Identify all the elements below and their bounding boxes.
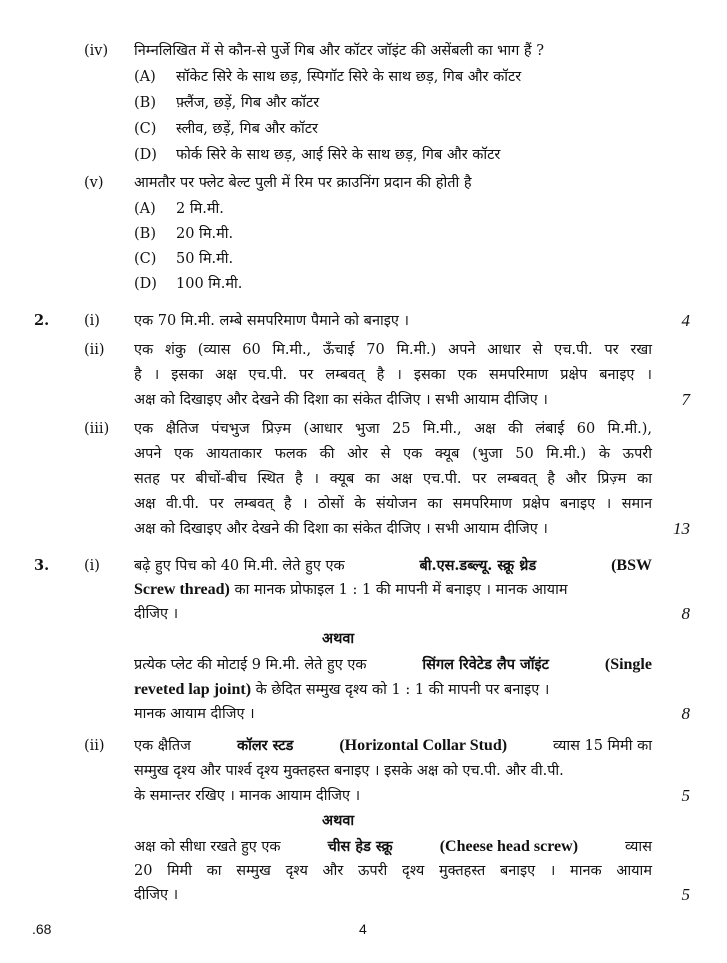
term-hindi: सिंगल रिवेटेड लैप जॉइंट [422,656,549,673]
option-label: (C) [134,121,157,137]
question-line: दीजिए । [134,606,179,622]
question-number: 3. [34,557,50,574]
paper-code: .68 [32,921,52,937]
question-number: (v) [84,175,104,191]
option-label: (D) [134,276,157,292]
sub-question-number: (ii) [84,738,105,754]
text-run: प्रत्येक प्लेट की मोटाई 9 मि.मी. लेते हुए एक [134,657,367,673]
page-number: 4 [359,921,367,937]
option-text: 20 मि.मी. [176,226,234,242]
term-english: (Cheese head screw) [439,838,579,855]
question-line [134,737,652,755]
marks: 8 [681,704,690,723]
text-run: व्यास 15 मिमी का [553,738,652,754]
or-separator: अथवा [322,812,355,829]
option-text: सॉकेट सिरे के साथ छड़, स्पिगॉट सिरे के साथ छड़, गिब और कॉटर [176,69,522,85]
question-line: 20 मिमी का सम्मुख दृश्य और ऊपरी दृश्य मुक्तहस्त बनाइए । मानक आयाम [134,863,652,879]
text-run: का मानक प्रोफाइल 1 : 1 की मापनी में बनाइए । मानक आयाम [234,582,568,598]
question-line: अक्ष को दिखाइए और देखने की दिशा का संकेत दीजिए । सभी आयाम दीजिए । [134,392,548,408]
question-line: है । इसका अक्ष एच.पी. पर लम्बवत् है । इसका एक समपरिमाण प्रक्षेप बनाइए । [134,367,652,383]
text-run: के छेदित सम्मुख दृश्य को 1 : 1 की मापनी पर बनाइए । [255,682,550,698]
marks: 13 [673,519,690,538]
marks: 8 [681,604,690,623]
option-label: (B) [134,95,156,111]
question-line: अक्ष को दिखाइए और देखने की दिशा का संकेत दीजिए । सभी आयाम दीजिए । [134,521,548,537]
text-run: बढ़े हुए पिच को 40 मि.मी. लेते हुए एक [134,558,345,574]
question-line: दीजिए । [134,887,179,903]
question-line: सम्मुख दृश्य और पार्श्व दृश्य मुक्तहस्त बनाइए । इसके अक्ष को एच.पी. और वी.पी. [134,763,564,779]
question-line: एक शंकु (व्यास 60 मि.मी., ऊँचाई 70 मि.मी.) अपने आधार से एच.पी. पर रखा [134,342,652,358]
option-label: (C) [134,251,157,267]
term-english: (BSW [611,557,652,574]
question-line: मानक आयाम दीजिए । [134,706,255,722]
term-english: (Horizontal Collar Stud) [339,737,508,754]
question-line [134,581,568,599]
text-run: अक्ष को सीधा रखते हुए एक [134,839,281,855]
marks: 7 [681,390,690,409]
option-label: (A) [134,69,156,85]
term-english: reveted lap joint) [134,681,252,698]
term-hindi: कॉलर स्टड [236,737,294,754]
term-english: (Single [604,656,652,673]
question-text: एक 70 मि.मी. लम्बे समपरिमाण पैमाने को बनाइए । [134,313,409,329]
question-line: सतह पर बीचों-बीच स्थित है । क्यूब का अक्ष एच.पी. पर लम्बवत् है और प्रिज़्म का [134,471,652,487]
question-number: (iv) [84,43,109,59]
sub-question-number: (i) [84,313,100,329]
option-text: फ़्लैंज, छड़ें, गिब और कॉटर [176,95,320,111]
question-stem: निम्नलिखित में से कौन-से पुर्जे गिब और कॉटर जॉइंट की असेंबली का भाग हैं ? [134,43,544,59]
question-line [134,656,652,674]
question-line: अक्ष वी.पी. पर लम्बवत् है । ठोसों के संयोजन का समपरिमाण प्रक्षेप बनाइए । समान [134,496,652,512]
term-hindi: चीस हेड स्क्रू [327,838,393,855]
sub-question-number: (iii) [84,421,110,437]
option-label: (A) [134,201,156,217]
or-separator: अथवा [322,630,355,647]
option-text: स्लीव, छड़ें, गिब और कॉटर [176,121,318,137]
question-stem: आमतौर पर फ्लेट बेल्ट पुली में रिम पर क्राउनिंग प्रदान की होती है [134,175,472,191]
question-line [134,557,652,575]
option-text: 2 मि.मी. [176,201,224,217]
marks: 4 [681,311,690,330]
sub-question-number: (ii) [84,342,105,358]
option-text: 50 मि.मी. [176,251,234,267]
question-number: 2. [34,312,50,329]
option-text: फोर्क सिरे के साथ छड़, आई सिरे के साथ छड़, गिब और कॉटर [176,147,501,163]
question-line: एक क्षैतिज पंचभुज प्रिज़्म (आधार भुजा 25 मि.मी., अक्ष की लंबाई 60 मि.मी.), [134,421,652,437]
question-line [134,838,652,856]
term-english: Screw thread) [134,581,230,598]
sub-question-number: (i) [84,558,100,574]
question-line [134,681,549,699]
marks: 5 [681,885,690,904]
question-line: के समान्तर रखिए । मानक आयाम दीजिए । [134,788,361,804]
option-label: (B) [134,226,156,242]
option-label: (D) [134,147,157,163]
text-run: व्यास [625,839,652,855]
text-run: एक क्षैतिज [134,738,191,754]
option-text: 100 मि.मी. [176,276,243,292]
term-hindi: बी.एस.डब्ल्यू. स्क्रू थ्रेड [419,557,537,574]
marks: 5 [681,786,690,805]
question-line: अपने एक आयताकार फलक की ओर से एक क्यूब (भुजा 50 मि.मी.) के ऊपरी [134,446,652,462]
